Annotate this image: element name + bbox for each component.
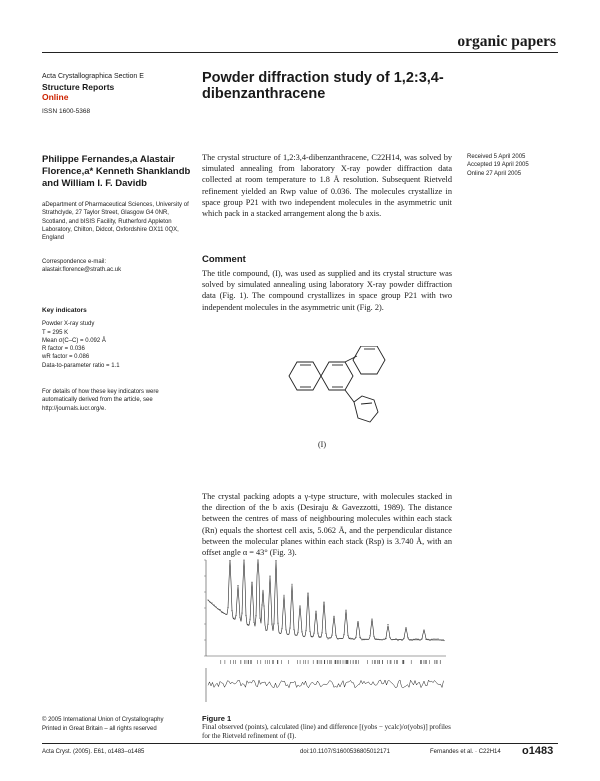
observed-point: [369, 635, 370, 636]
observed-point: [309, 631, 310, 632]
observed-point: [285, 629, 286, 630]
observed-point: [359, 637, 360, 638]
observed-point: [313, 633, 314, 634]
observed-point: [259, 618, 260, 619]
ring-top-right: [353, 346, 385, 374]
observed-point: [363, 639, 364, 640]
observed-point: [417, 639, 418, 640]
observed-point: [441, 640, 442, 641]
ring-bottom-right: [354, 396, 378, 422]
observed-point: [233, 618, 234, 619]
observed-point: [245, 615, 246, 616]
observed-point: [319, 636, 320, 637]
observed-point: [217, 608, 218, 609]
observed-point: [293, 629, 294, 630]
journal-series: Structure Reports: [42, 81, 115, 92]
observed-point: [249, 619, 250, 620]
observed-point: [401, 640, 402, 641]
figure-caption: [202, 714, 452, 741]
observed-point: [253, 622, 254, 623]
observed-point: [399, 639, 400, 640]
observed-point: [387, 624, 388, 625]
observed-point: [283, 595, 284, 596]
observed-point: [329, 637, 330, 638]
observed-point: [413, 639, 414, 640]
article-authors: Philippe Fernandes,a Alastair Florence,a* Kenneth Shanklandb and William I. F. Davidb: [42, 154, 191, 189]
observed-point: [405, 627, 406, 628]
observed-point: [263, 605, 264, 606]
observed-point: [315, 611, 316, 612]
journal-online: Online: [42, 91, 69, 102]
article-dates: [467, 153, 567, 178]
plot-ticks: [204, 560, 206, 656]
observed-point: [265, 630, 266, 631]
observed-point: [341, 638, 342, 639]
observed-point: [289, 628, 290, 629]
observed-point: [421, 638, 422, 639]
observed-point: [397, 640, 398, 641]
key-indicator-item: Mean σ(C–C) = 0.092 Å: [42, 337, 106, 344]
observed-point: [225, 614, 226, 615]
observed-point: [375, 638, 376, 639]
bond-link-top: [345, 356, 357, 362]
observed-point: [307, 593, 308, 594]
article-title: Powder diffraction study of 1,2:3,4-dibenzanthracene: [202, 70, 444, 102]
observed-point: [377, 639, 378, 640]
observed-point: [321, 632, 322, 633]
observed-point: [403, 638, 404, 639]
author-affiliation: aDepartment of Pharmaceutical Sciences, University of Strathclyde, 27 Taylor Street, Glasgow G4 0NR, Scotland, and bISIS Facility, Rutherford Appleton Laboratory, Chilton, Didcot, Oxfordshire OX11 0QX, England: [42, 202, 189, 242]
rietveld-plot: [200, 556, 450, 706]
reflection-markers: [221, 660, 440, 664]
molecule-diagram: [282, 346, 390, 438]
observed-point: [427, 639, 428, 640]
key-indicator-item: wR factor = 0.086: [42, 354, 90, 361]
observed-point: [279, 633, 280, 634]
comment-heading: Comment: [202, 254, 246, 265]
observed-point: [437, 638, 438, 639]
observed-point: [255, 615, 256, 616]
observed-point: [227, 607, 228, 608]
observed-point: [241, 613, 242, 614]
observed-point: [287, 634, 288, 635]
observed-point: [379, 639, 380, 640]
observed-point: [345, 610, 346, 611]
figure-label: Figure 1: [202, 714, 232, 723]
copyright-line-2: Printed in Great Britain – all rights reserved: [42, 725, 157, 732]
observed-point: [267, 624, 268, 625]
observed-point: [327, 638, 328, 639]
observed-point: [299, 605, 300, 606]
copyright: [42, 716, 192, 733]
ring-left: [289, 362, 321, 390]
observed-point: [229, 560, 230, 561]
bond-link-bottom: [345, 390, 354, 402]
observed-point: [347, 635, 348, 636]
observed-point: [371, 618, 372, 619]
key-indicator-item: R factor = 0.036: [42, 346, 85, 353]
observed-point: [269, 576, 270, 577]
observed-point: [301, 631, 302, 632]
observed-point: [257, 559, 258, 560]
observed-point: [303, 636, 304, 637]
observed-point: [415, 638, 416, 639]
observed-point: [409, 640, 410, 641]
date-received: Received 5 April 2005: [467, 154, 526, 160]
comment-paragraph-2: The crystal packing adopts a γ-type structure, with molecules stacked in the direction of the b axis (Desiraju & Gavezzotti, 1989). The distance between the centres of mass of neighbouring molecules within each stack (Rn) equals the shortest cell axis, 5.062 Å, and the perpendicular distance between the molecular planes within each stack (Rsp) is 3.740 Å, with an offset angle α = 43° (Fig. 3).: [202, 492, 452, 558]
observed-point: [367, 639, 368, 640]
observed-point: [331, 635, 332, 636]
observed-point: [391, 639, 392, 640]
observed-point: [335, 635, 336, 636]
observed-point: [261, 604, 262, 605]
journal-block: [42, 72, 182, 116]
footer-page-number: o1483: [522, 745, 554, 757]
observed-point: [237, 585, 238, 586]
ring-middle: [321, 362, 353, 390]
observed-point: [333, 616, 334, 617]
observed-point: [395, 638, 396, 639]
abstract: The crystal structure of 1,2:3,4-dibenzanthracene, C22H14, was solved by simulated annealing from laboratory X-ray powder diffraction data collected at room temperature to 1.8 Å resolution. Subsequent Rietveld refinement yielded an Rwp value of 0.036. The molecules crystallize in space group P21 with two independent molecules in the asymmetric unit which pack in a stacked arrangement along the b axis.: [202, 153, 452, 219]
observed-point: [219, 609, 220, 610]
observed-point: [351, 638, 352, 639]
footer-doi[interactable]: doi:10.1107/S1600536805012171: [300, 749, 390, 755]
observed-point: [361, 639, 362, 640]
observed-point: [337, 639, 338, 640]
section-header: organic papers: [457, 33, 556, 50]
observed-point: [429, 640, 430, 641]
key-indicators-details: For details of how these key indicators were automatically derived from the article, see http://journals.iucr.org/e.: [42, 389, 159, 412]
observed-point: [425, 639, 426, 640]
observed-point: [243, 560, 244, 561]
observed-point: [273, 623, 274, 624]
observed-point: [323, 602, 324, 603]
observed-point: [305, 630, 306, 631]
observed-point: [365, 639, 366, 640]
journal-issn: ISSN 1600-5368: [42, 107, 91, 115]
observed-point: [411, 640, 412, 641]
observed-point: [339, 638, 340, 639]
observed-point: [281, 628, 282, 629]
difference-profile: [208, 680, 444, 688]
comment-paragraph-1: The title compound, (I), was used as supplied and its crystal structure was solved by simulated annealing using laboratory X-ray powder diffraction data (Fig. 1). The compound crystallizes in space group P21 with two independent molecules in the asymmetric unit (Fig. 2).: [202, 269, 452, 312]
observed-point: [423, 630, 424, 631]
observed-point: [231, 610, 232, 611]
observed-point: [393, 639, 394, 640]
observed-point: [291, 584, 292, 585]
observed-point: [355, 637, 356, 638]
header-rule: [42, 52, 558, 53]
observed-point: [389, 637, 390, 638]
correspondence: [42, 258, 192, 275]
observed-point: [343, 634, 344, 635]
observed-point: [223, 613, 224, 614]
observed-point: [407, 637, 408, 638]
observed-point: [271, 624, 272, 625]
footer-running-title: Fernandes et al. · C22H14: [430, 749, 501, 755]
observed-point: [239, 617, 240, 618]
observed-point: [443, 640, 444, 641]
observed-point: [213, 605, 214, 606]
compound-label: (I): [318, 440, 326, 449]
observed-point: [383, 638, 384, 639]
observed-point: [311, 636, 312, 637]
observed-point: [439, 639, 440, 640]
observed-point: [353, 639, 354, 640]
observed-point: [317, 633, 318, 634]
observed-point: [435, 638, 436, 639]
observed-point: [381, 639, 382, 640]
figure-caption-text: Final observed (points), calculated (line) and difference [(yobs − ycalc)/σ(yobs)] profiles for the Rietveld refinement of (I).: [202, 723, 451, 740]
observed-point: [247, 624, 248, 625]
key-indicators: [42, 307, 192, 370]
key-indicators-heading: Key indicators: [42, 307, 87, 314]
observed-point: [433, 638, 434, 639]
footer-citation: Acta Cryst. (2005). E61, o1483–o1485: [42, 749, 145, 755]
footer-rule: [42, 743, 558, 744]
observed-point: [419, 640, 420, 641]
observed-point: [209, 602, 210, 603]
observed-point: [431, 639, 432, 640]
observed-point: [349, 638, 350, 639]
observed-point: [211, 602, 212, 603]
correspondence-email[interactable]: alastair.florence@strath.ac.uk: [42, 267, 122, 274]
observed-point: [295, 634, 296, 635]
calculated-profile: [208, 560, 444, 640]
key-indicator-item: Powder X-ray study: [42, 321, 95, 328]
observed-point: [385, 638, 386, 639]
date-accepted: Accepted 19 April 2005: [467, 162, 529, 169]
observed-point: [277, 623, 278, 624]
observed-point: [325, 633, 326, 634]
observed-point: [275, 560, 276, 561]
observed-point: [215, 607, 216, 608]
observed-point: [357, 621, 358, 622]
observed-point: [251, 582, 252, 583]
observed-point: [235, 615, 236, 616]
observed-point: [221, 612, 222, 613]
molecule-bonds: [289, 346, 385, 422]
key-indicator-item: Data-to-parameter ratio = 1.1: [42, 362, 120, 369]
journal-name: Acta Crystallographica Section E: [42, 73, 144, 80]
correspondence-label: Correspondence e-mail:: [42, 259, 107, 265]
observed-point: [207, 599, 208, 600]
observed-point: [297, 632, 298, 633]
date-online: Online 27 April 2005: [467, 170, 522, 177]
copyright-line-1: © 2005 International Union of Crystallography: [42, 717, 164, 723]
observed-point: [373, 636, 374, 637]
key-indicator-item: T = 295 K: [42, 329, 69, 336]
